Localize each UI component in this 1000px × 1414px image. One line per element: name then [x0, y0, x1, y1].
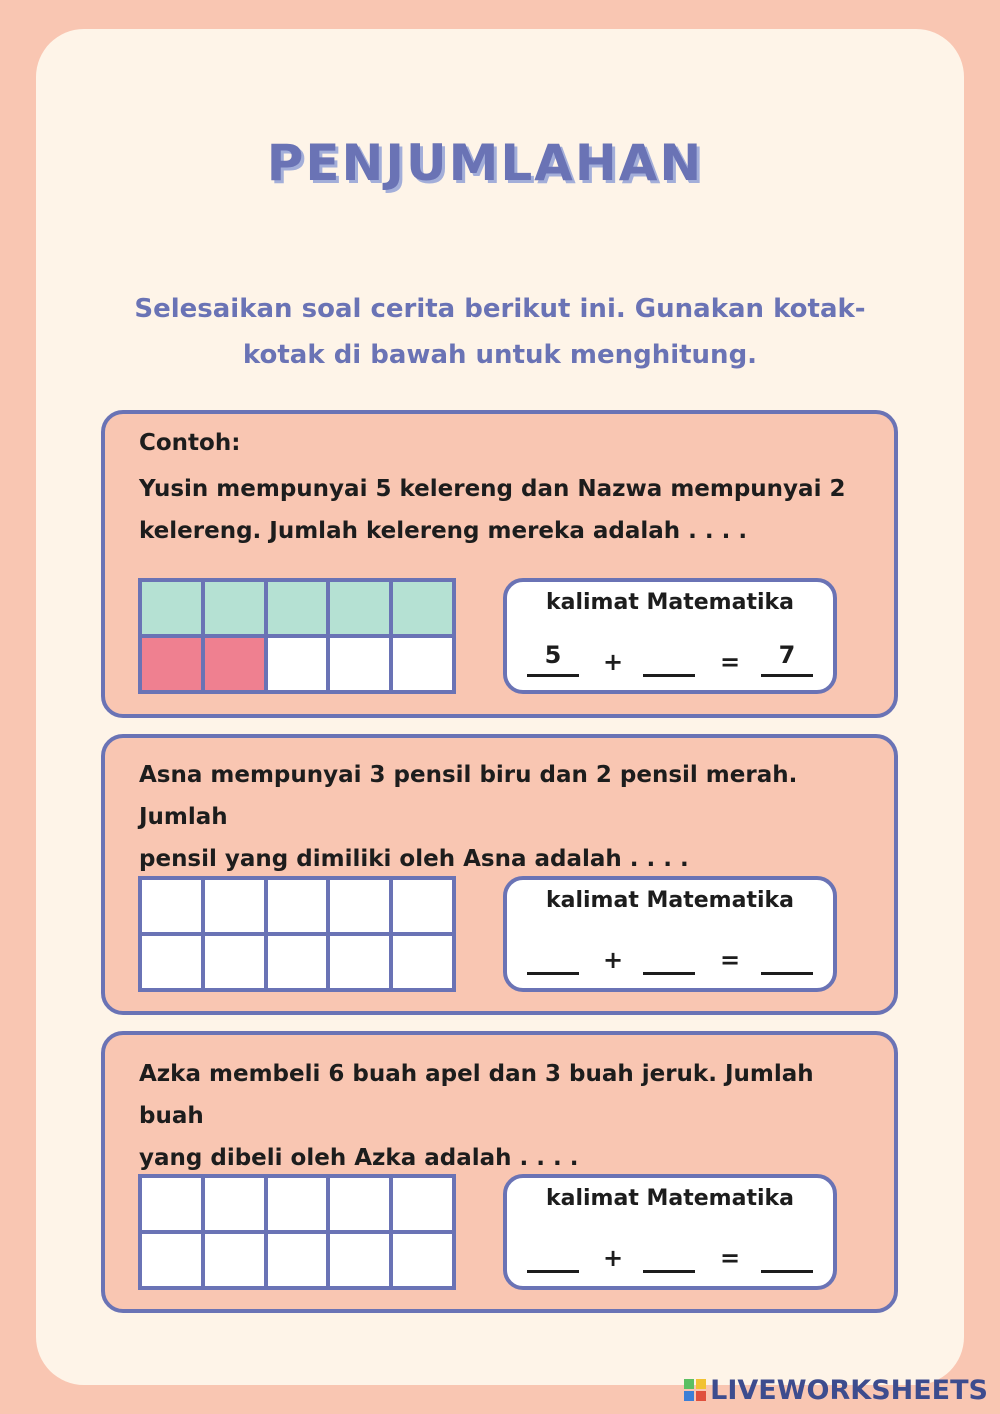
- sum-blank[interactable]: [761, 936, 813, 975]
- liveworksheets-logo-icon: [684, 1379, 706, 1401]
- addend-1-blank[interactable]: [527, 1234, 579, 1273]
- addend-1-blank: 5: [527, 638, 579, 677]
- example-counting-grid: [138, 578, 456, 694]
- instruction: [80, 286, 920, 378]
- example-card: [101, 410, 898, 718]
- problem-2-math-box: [503, 1174, 837, 1290]
- problem-2-card: [101, 1031, 898, 1313]
- grid-cell[interactable]: [393, 1178, 452, 1230]
- instruction-line-2: kotak di bawah untuk menghitung.: [242, 340, 758, 370]
- plus-sign: +: [603, 648, 624, 676]
- grid-cell[interactable]: [205, 880, 264, 932]
- grid-cell[interactable]: [142, 880, 201, 932]
- example-text: [139, 468, 864, 552]
- problem-2-text: [139, 1053, 864, 1179]
- addend-1-blank[interactable]: [527, 936, 579, 975]
- grid-cell[interactable]: [268, 1178, 327, 1230]
- plus-sign: +: [603, 1244, 624, 1272]
- equals-sign: =: [720, 946, 741, 974]
- equals-sign: =: [720, 648, 741, 676]
- example-heading: Contoh:: [139, 430, 241, 456]
- grid-cell[interactable]: [330, 1178, 389, 1230]
- grid-cell: [205, 638, 264, 690]
- liveworksheets-logo[interactable]: [684, 1374, 988, 1406]
- grid-cell[interactable]: [393, 1234, 452, 1286]
- grid-cell: [268, 638, 327, 690]
- equals-sign: =: [720, 1244, 741, 1272]
- instruction-line-1: Selesaikan soal cerita berikut ini. Gunakan kotak-: [134, 294, 866, 324]
- math-label: kalimat Matematika: [546, 1186, 794, 1211]
- grid-cell[interactable]: [330, 880, 389, 932]
- grid-cell: [142, 582, 201, 634]
- grid-cell: [330, 638, 389, 690]
- addend-2-blank[interactable]: [643, 936, 695, 975]
- example-line-2: kelereng. Jumlah kelereng mereka adalah . . . .: [139, 518, 748, 544]
- plus-sign: +: [603, 946, 624, 974]
- grid-cell: [205, 582, 264, 634]
- problem-1-card: [101, 734, 898, 1015]
- problem-1-counting-grid: [138, 876, 456, 992]
- grid-cell[interactable]: [142, 936, 201, 988]
- grid-cell: [393, 582, 452, 634]
- problem-1-line-1: Asna mempunyai 3 pensil biru dan 2 pensil merah. Jumlah: [139, 762, 798, 830]
- grid-cell: [268, 582, 327, 634]
- problem-1-math-box: [503, 876, 837, 992]
- problem-2-line-1: Azka membeli 6 buah apel dan 3 buah jeruk. Jumlah buah: [139, 1061, 814, 1129]
- grid-cell[interactable]: [268, 1234, 327, 1286]
- sum-blank: 7: [761, 638, 813, 677]
- grid-cell[interactable]: [205, 1234, 264, 1286]
- grid-cell[interactable]: [268, 880, 327, 932]
- problem-1-line-2: pensil yang dimiliki oleh Asna adalah . . . .: [139, 846, 689, 872]
- addend-2-blank[interactable]: [643, 638, 695, 677]
- math-label: kalimat Matematika: [546, 888, 794, 913]
- math-label: kalimat Matematika: [546, 590, 794, 615]
- logo-text: LIVEWORKSHEETS: [710, 1374, 988, 1406]
- problem-1-text: [139, 754, 864, 880]
- sum-blank[interactable]: [761, 1234, 813, 1273]
- addend-2-blank[interactable]: [643, 1234, 695, 1273]
- grid-cell[interactable]: [205, 1178, 264, 1230]
- grid-cell[interactable]: [142, 1234, 201, 1286]
- grid-cell[interactable]: [393, 936, 452, 988]
- grid-cell: [142, 638, 201, 690]
- grid-cell[interactable]: [330, 1234, 389, 1286]
- grid-cell: [393, 638, 452, 690]
- grid-cell[interactable]: [142, 1178, 201, 1230]
- example-math-box: [503, 578, 837, 694]
- problem-2-line-2: yang dibeli oleh Azka adalah . . . .: [139, 1145, 579, 1171]
- grid-cell[interactable]: [205, 936, 264, 988]
- example-line-1: Yusin mempunyai 5 kelereng dan Nazwa mempunyai 2: [139, 476, 846, 502]
- problem-2-counting-grid: [138, 1174, 456, 1290]
- grid-cell[interactable]: [330, 936, 389, 988]
- grid-cell[interactable]: [393, 880, 452, 932]
- grid-cell: [330, 582, 389, 634]
- grid-cell[interactable]: [268, 936, 327, 988]
- page-title: PENJUMLAHAN: [266, 134, 704, 192]
